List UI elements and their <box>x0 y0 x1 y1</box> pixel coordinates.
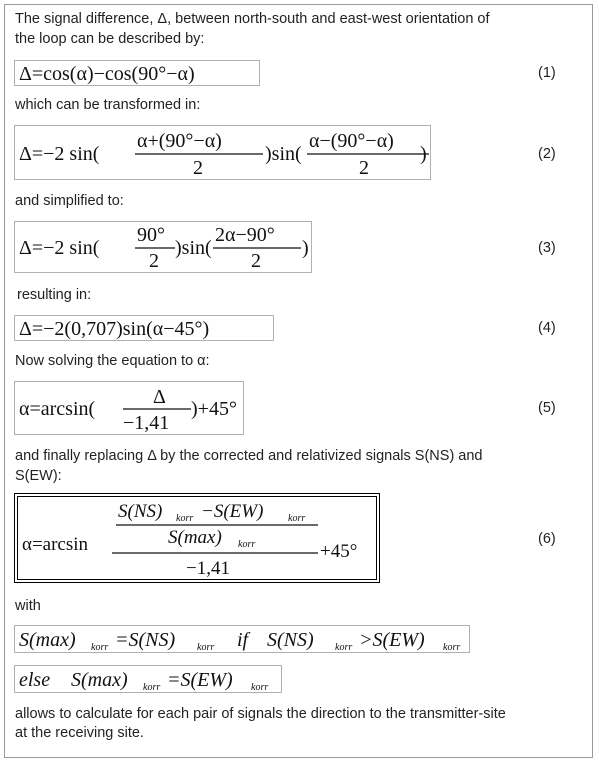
equation-number-2: (2) <box>538 146 556 162</box>
eq6-inner-denominator-sub: korr <box>238 539 256 550</box>
equation-2 <box>14 125 431 180</box>
equation-number-6: (6) <box>538 531 556 547</box>
eq5-numerator: Δ <box>153 386 166 408</box>
result-text: resulting in: <box>17 287 92 303</box>
cond-else-keyword: else <box>19 669 51 691</box>
intro-line-2: the loop can be described by: <box>15 31 205 47</box>
eq2-denominator-1: 2 <box>193 157 203 179</box>
eq2-lhs: Δ=−2 sin( <box>19 143 100 165</box>
cond-else-b-sub: korr <box>251 682 269 692</box>
equation-1-text: Δ=cos(α)−cos(90°−α) <box>19 63 195 85</box>
eq2-denominator-2: 2 <box>359 157 369 179</box>
eq2-end: ) <box>420 143 427 165</box>
solve-text: Now solving the equation to α: <box>15 353 210 369</box>
equation-4 <box>14 315 274 341</box>
eq6-numerator-b: −S(EW) <box>201 501 264 522</box>
cond-else-a: S(max) <box>71 669 128 691</box>
eq3-numerator-2: 2α−90° <box>215 224 275 246</box>
eq6-end: +45° <box>320 541 358 562</box>
equation-number-3: (3) <box>538 240 556 256</box>
equation-number-1: (1) <box>538 65 556 81</box>
eq5-denominator: −1,41 <box>123 412 170 434</box>
eq3-numerator-1: 90° <box>137 224 165 246</box>
eq3-mid: )sin( <box>175 237 212 259</box>
equation-number-4: (4) <box>538 320 556 336</box>
equation-6 <box>14 493 380 583</box>
intro-line-1: The signal difference, Δ, between north-south and east-west orientation of <box>15 11 490 27</box>
replace-text-line-1: and finally replacing Δ by the corrected and relativized signals S(NS) and <box>15 448 483 464</box>
cond-if-keyword: if <box>237 629 249 651</box>
simplify-text: and simplified to: <box>15 193 124 209</box>
eq6-numerator-a-sub: korr <box>176 513 194 524</box>
cond-if-d-sub: korr <box>443 642 461 652</box>
cond-if-d: >S(EW) <box>359 629 425 651</box>
cond-if-a: S(max) <box>19 629 76 651</box>
eq6-numerator-a: S(NS) <box>118 501 163 522</box>
equation-3 <box>14 221 312 273</box>
eq5-end: )+45° <box>191 398 237 420</box>
eq2-mid: )sin( <box>265 143 302 165</box>
conclusion-line-2: at the receiving site. <box>15 725 144 741</box>
cond-if-c-sub: korr <box>335 642 353 652</box>
eq6-lhs: α=arcsin <box>22 534 89 555</box>
eq3-lhs: Δ=−2 sin( <box>19 237 100 259</box>
eq2-numerator-2: α−(90°−α) <box>309 130 394 152</box>
equation-1 <box>14 60 260 86</box>
eq5-lhs: α=arcsin( <box>19 398 96 420</box>
transform-text: which can be transformed in: <box>15 97 201 113</box>
eq3-denominator-2: 2 <box>251 250 261 272</box>
cond-if-c: S(NS) <box>267 629 314 651</box>
cond-else-a-sub: korr <box>143 682 161 692</box>
replace-text-line-2: S(EW): <box>15 468 62 484</box>
equation-4-text: Δ=−2(0,707)sin(α−45°) <box>19 318 210 340</box>
with-text: with <box>15 598 41 614</box>
cond-if-b-sub: korr <box>197 642 215 652</box>
cond-if-b: =S(NS) <box>115 629 176 651</box>
eq6-numerator-b-sub: korr <box>288 513 306 524</box>
cond-if-a-sub: korr <box>91 642 109 652</box>
conclusion-line-1: allows to calculate for each pair of signals the direction to the transmitter-site <box>15 706 506 722</box>
equation-number-5: (5) <box>538 400 556 416</box>
eq3-denominator-1: 2 <box>149 250 159 272</box>
eq6-denominator: −1,41 <box>186 558 230 579</box>
eq6-inner-denominator: S(max) <box>168 527 222 548</box>
eq2-numerator-1: α+(90°−α) <box>137 130 222 152</box>
equation-5 <box>14 381 244 435</box>
condition-if <box>14 625 470 653</box>
eq3-end: ) <box>302 237 309 259</box>
cond-else-b: =S(EW) <box>167 669 233 691</box>
condition-else <box>14 665 282 693</box>
